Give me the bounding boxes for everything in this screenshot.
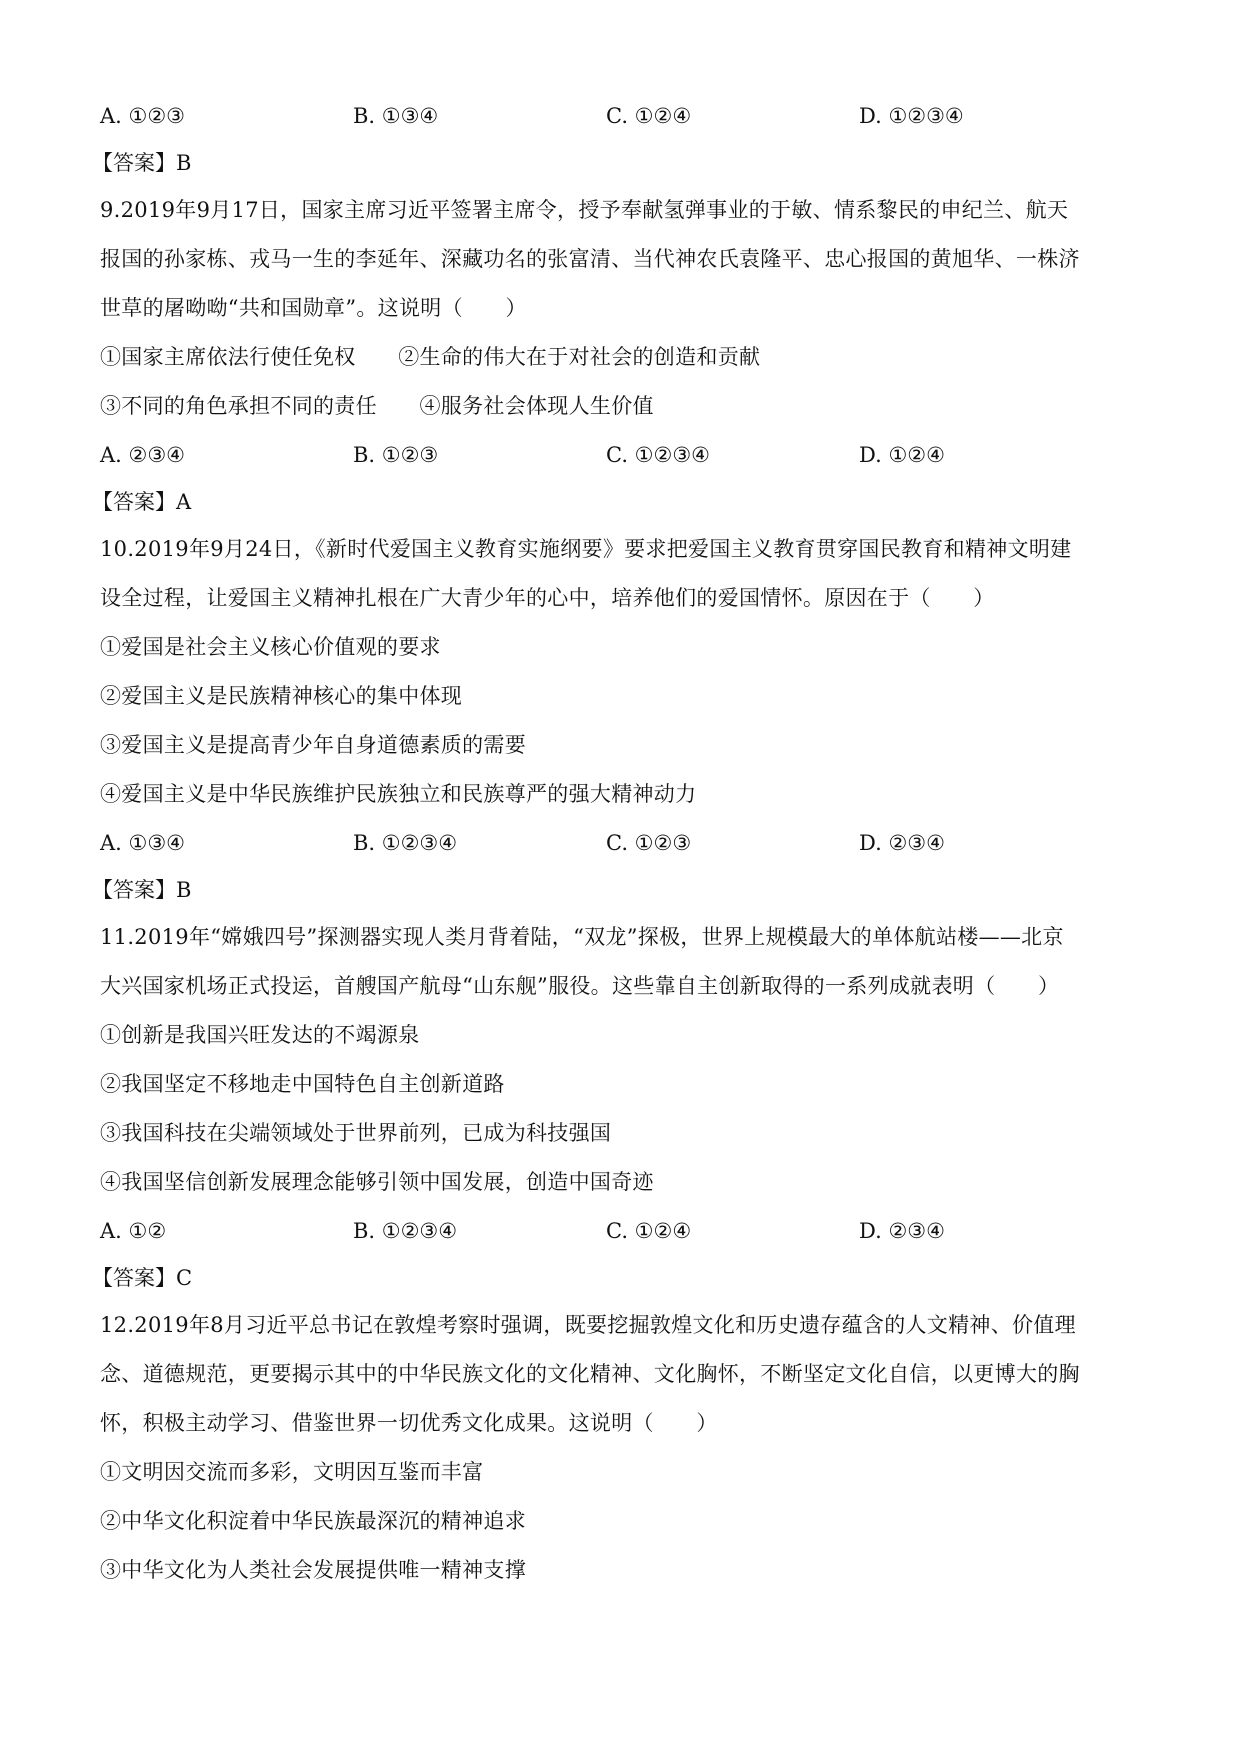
option-c: C. ①②④ [606,104,692,128]
q10-answer: 【答案】B [92,878,192,902]
q9-item: ③不同的角色承担不同的责任 ④服务社会体现人生价值 [100,394,654,418]
q12-item: ②中华文化积淀着中华民族最深沉的精神追求 [100,1509,526,1533]
option-b: B. ①②③④ [353,831,458,855]
q10-stem-line: 10.2019年9月24日，《新时代爱国主义教育实施纲要》要求把爱国主义教育贯穿国民教育和精神文明建 [100,537,1072,561]
q11-stem-line: 11.2019年“嫦娥四号”探测器实现人类月背着陆，“双龙”探极，世界上规模最大的单体航站楼——北京 [100,925,1064,949]
option-b: B. ①②③④ [353,1219,458,1243]
option-d: D. ②③④ [859,831,945,855]
q11-item: ④我国坚信创新发展理念能够引领中国发展，创造中国奇迹 [100,1170,654,1194]
option-c: C. ①②③④ [606,443,710,467]
q10-item: ①爱国是社会主义核心价值观的要求 [100,635,441,659]
q8-answer: 【答案】B [92,151,192,175]
option-a: A. ①③④ [100,831,185,855]
q11-stem-line: 大兴国家机场正式投运，首艘国产航母“山东舰”服役。这些靠自主创新取得的一系列成就表明（ ） [100,974,1060,998]
q9-stem-line: 报国的孙家栋、戎马一生的李延年、深藏功名的张富清、当代神农氏袁隆平、忠心报国的黄旭华、一株济 [100,247,1080,271]
q11-item: ②我国坚定不移地走中国特色自主创新道路 [100,1072,505,1096]
q11-answer: 【答案】C [92,1266,193,1290]
option-a: A. ②③④ [100,443,185,467]
q12-stem-line: 12.2019年8月习近平总书记在敦煌考察时强调，既要挖掘敦煌文化和历史遗存蕴含的人文精神、价值理 [100,1313,1076,1337]
q11-item: ①创新是我国兴旺发达的不竭源泉 [100,1023,420,1047]
option-d: D. ①②④ [859,443,945,467]
option-a: A. ①②③ [100,104,185,128]
q12-stem-line: 念、道德规范，更要揭示其中的中华民族文化的文化精神、文化胸怀，不断坚定文化自信，以更博大的胸 [100,1362,1080,1386]
q9-stem-line: 9.2019年9月17日，国家主席习近平签署主席令，授予奉献氢弹事业的于敏、情系黎民的申纪兰、航天 [100,198,1069,222]
q10-item: ②爱国主义是民族精神核心的集中体现 [100,684,463,708]
q9-item: ①国家主席依法行使任免权 ②生命的伟大在于对社会的创造和贡献 [100,345,761,369]
q10-stem-line: 设全过程，让爱国主义精神扎根在广大青少年的心中，培养他们的爱国情怀。原因在于（ ） [100,586,995,610]
q10-options [100,819,1150,868]
q11-options [100,1207,1150,1256]
option-d: D. ②③④ [859,1219,945,1243]
option-c: C. ①②③ [606,831,692,855]
option-b: B. ①②③ [353,443,439,467]
q12-item: ①文明因交流而多彩，文明因互鉴而丰富 [100,1460,484,1484]
q10-item: ③爱国主义是提高青少年自身道德素质的需要 [100,733,526,757]
q12-stem-line: 怀，积极主动学习、借鉴世界一切优秀文化成果。这说明（ ） [100,1411,718,1435]
q9-answer: 【答案】A [92,490,192,514]
q8-options [100,92,1150,141]
option-a: A. ①② [100,1219,167,1243]
option-d: D. ①②③④ [859,104,964,128]
option-c: C. ①②④ [606,1219,692,1243]
option-b: B. ①③④ [353,104,439,128]
q9-stem-line: 世草的屠呦呦“共和国勋章”。这说明（ ） [100,296,527,320]
q11-item: ③我国科技在尖端领域处于世界前列，已成为科技强国 [100,1121,612,1145]
q9-options [100,431,1150,480]
q12-item: ③中华文化为人类社会发展提供唯一精神支撑 [100,1558,526,1582]
exam-page [92,92,1150,1595]
q10-item: ④爱国主义是中华民族维护民族独立和民族尊严的强大精神动力 [100,782,697,806]
